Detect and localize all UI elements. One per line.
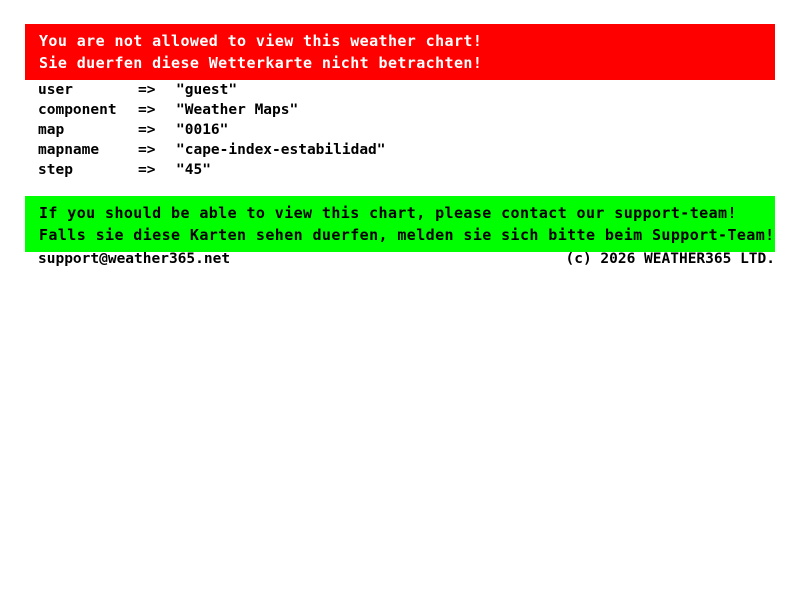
info-banner-line-de: Falls sie diese Karten sehen duerfen, melden sie sich bitte beim Support-Team! [39,226,775,244]
info-banner [25,196,775,252]
copyright-text: (c) 2026 WEATHER365 LTD. [565,251,775,267]
param-key-user: user [38,82,73,98]
table-row [38,140,386,160]
param-key-component: component [38,102,117,118]
param-value-map: "0016" [176,122,229,138]
param-value-component: "Weather Maps" [176,102,299,118]
parameter-table [38,80,386,180]
info-banner-line-en: If you should be able to view this chart, please contact our support-team! [39,204,737,222]
param-arrow: => [138,162,156,178]
error-banner [25,24,775,80]
table-row [38,80,386,100]
param-key-step: step [38,162,73,178]
footer [38,249,775,269]
param-value-mapname: "cape-index-estabilidad" [176,142,386,158]
table-row [38,160,386,180]
table-row [38,100,386,120]
support-email-link[interactable]: support@weather365.net [38,251,231,267]
param-value-step: "45" [176,162,211,178]
param-arrow: => [138,122,156,138]
param-arrow: => [138,102,156,118]
param-arrow: => [138,142,156,158]
parameter-list [38,80,386,180]
error-banner-line-de: Sie duerfen diese Wetterkarte nicht betrachten! [39,54,483,72]
param-arrow: => [138,82,156,98]
error-banner-line-en: You are not allowed to view this weather chart! [39,32,483,50]
param-value-user: "guest" [176,82,238,98]
param-key-map: map [38,122,65,138]
param-key-mapname: mapname [38,142,100,158]
table-row [38,120,386,140]
